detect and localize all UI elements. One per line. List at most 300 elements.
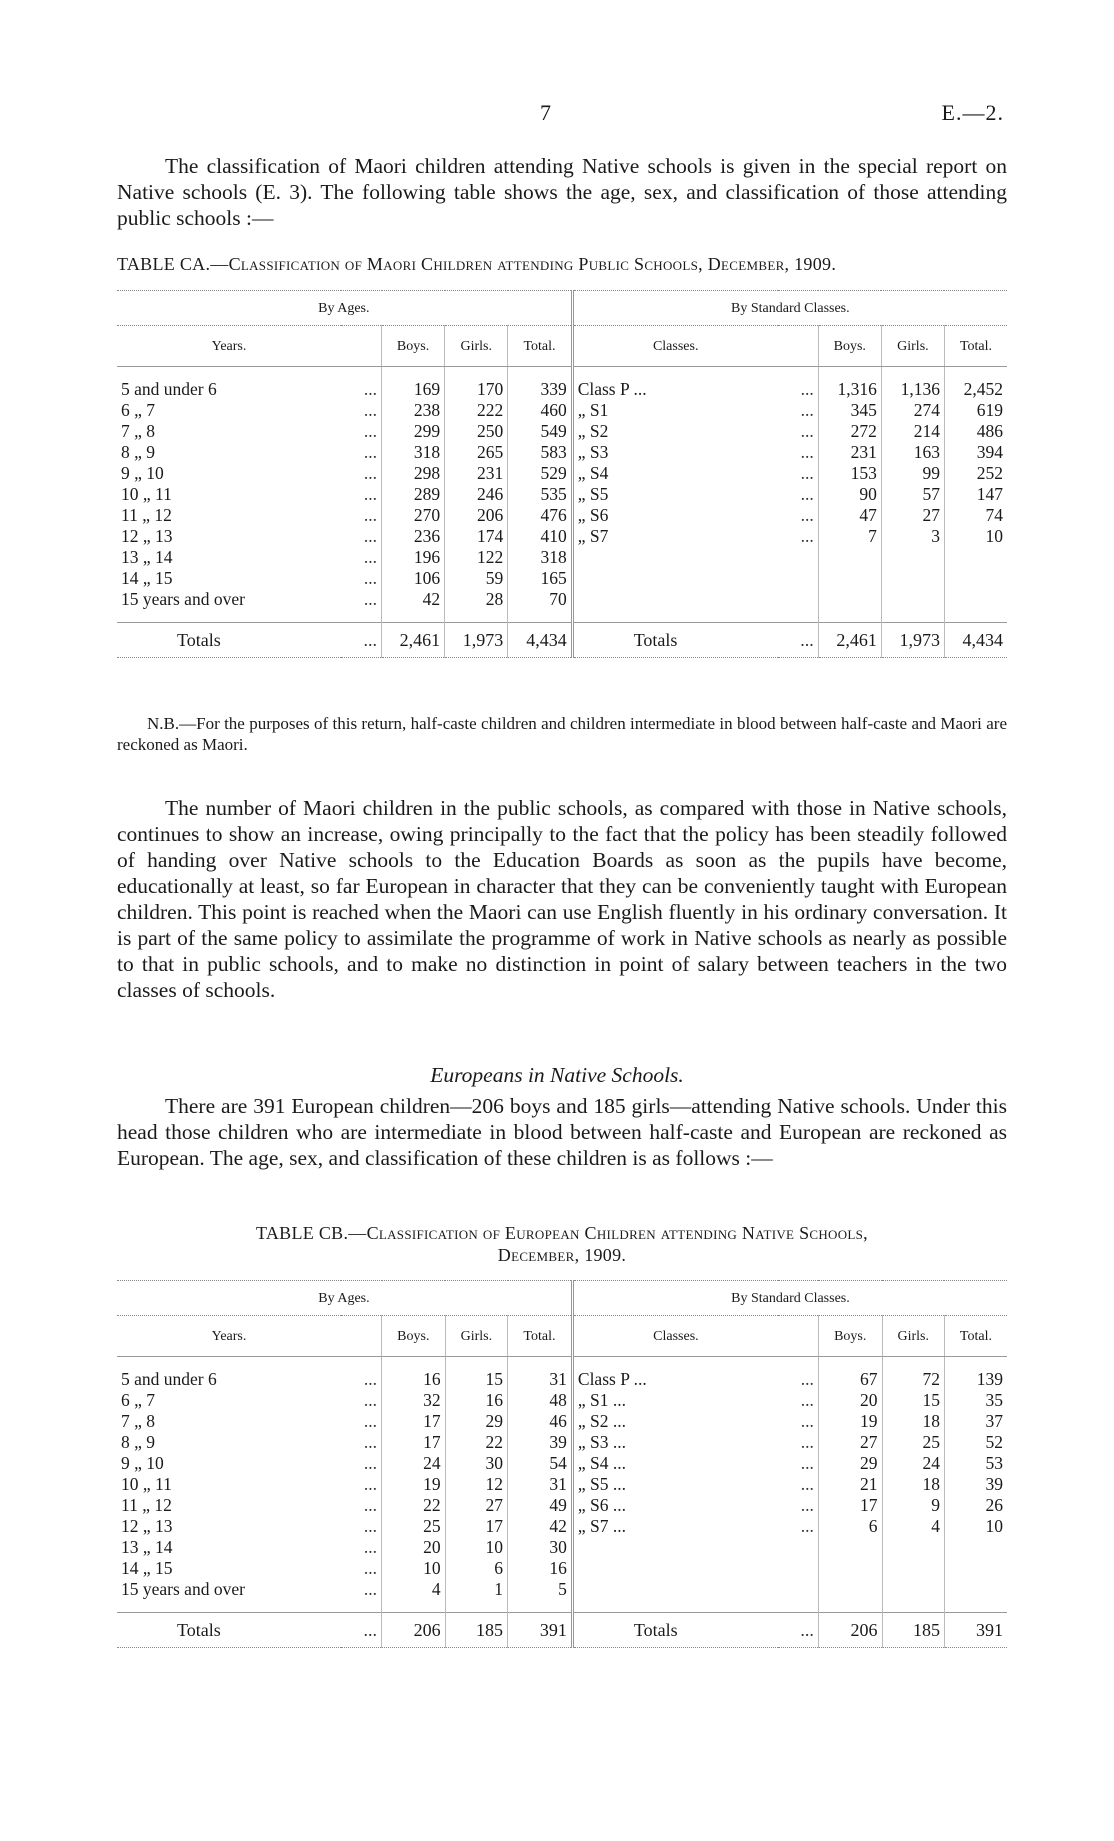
age-total: 529 xyxy=(508,463,572,484)
second-paragraph: The number of Maori children in the public schools, as compared with those in Native schools, continues to show an increase, owing principally to the fact that the policy has been steadily followed of handing over Native schools to the Education Boards as soon as the pupils have become, educationally at least, so far European in character that they can be conveniently taught with European children. This point is reached when the Maori can use English fluently in his ordinary conversation. It is part of the same policy to assimilate the programme of work in Native schools as nearly as possible to that in public schools, and to make no distinction in point of salary between teachers in the two classes of schools. xyxy=(117,796,1007,1002)
empty-cell xyxy=(944,1579,1007,1600)
class-girls: 274 xyxy=(881,400,944,421)
empty-cell xyxy=(818,589,881,610)
dots-spacer xyxy=(778,326,819,367)
spacer-cell xyxy=(818,367,881,380)
age-total: 460 xyxy=(508,400,572,421)
age-girls: 29 xyxy=(445,1411,507,1432)
class-girls: 18 xyxy=(882,1411,944,1432)
age-boys: 16 xyxy=(382,1369,446,1390)
class-total: 2,452 xyxy=(944,379,1007,400)
empty-cell xyxy=(944,1558,1007,1579)
age-boys: 32 xyxy=(382,1390,446,1411)
table-row xyxy=(117,1369,1007,1390)
totals-row xyxy=(117,1613,1007,1648)
leader-dots: ... xyxy=(363,1516,377,1536)
class-girls-header: Girls. xyxy=(881,326,944,367)
table-row xyxy=(117,1453,1007,1474)
class-name: „ S6 xyxy=(572,505,778,526)
spacer-cell xyxy=(445,1600,507,1613)
empty-cell xyxy=(778,568,819,589)
spacer-cell xyxy=(382,1600,446,1613)
age-girls: 22 xyxy=(445,1432,507,1453)
table-a xyxy=(117,290,1007,658)
spacer-cell xyxy=(881,367,944,380)
dots-spacer xyxy=(778,1316,819,1357)
age-boys: 25 xyxy=(382,1516,446,1537)
leader-dots: ... xyxy=(363,547,377,567)
age-boys: 17 xyxy=(382,1411,446,1432)
age-years: 15 years and over xyxy=(121,1579,245,1599)
spacer-cell xyxy=(818,1600,882,1613)
leader-dots: ... xyxy=(363,568,377,588)
class-name: „ S7 xyxy=(572,526,778,547)
leader-dots: ... xyxy=(363,589,377,609)
class-total: 394 xyxy=(944,442,1007,463)
table-row xyxy=(117,1411,1007,1432)
age-years: 9 „ 10 xyxy=(121,1453,164,1473)
spacer-cell xyxy=(382,367,445,380)
class-boys-header: Boys. xyxy=(818,326,881,367)
empty-cell xyxy=(944,568,1007,589)
class-name: Class P ... xyxy=(572,379,778,400)
age-years: 7 „ 8 xyxy=(121,1411,156,1431)
age-girls: 28 xyxy=(445,589,508,610)
table-b-caption-title-line2: December, 1909. xyxy=(497,1245,627,1265)
class-boys: 19 xyxy=(818,1411,882,1432)
spacer-cell xyxy=(778,367,819,380)
leader-dots: ... xyxy=(800,505,814,525)
empty-cell xyxy=(778,589,819,610)
class-totals-girls: 1,973 xyxy=(881,623,944,658)
empty-cell xyxy=(572,1579,778,1600)
class-name: „ S3 xyxy=(572,442,778,463)
table-b-caption-prefix: TABLE CB.— xyxy=(256,1223,367,1243)
spacer-cell xyxy=(944,367,1007,380)
leader-dots: ... xyxy=(778,1613,819,1648)
class-boys: 67 xyxy=(818,1369,882,1390)
age-total: 39 xyxy=(508,1432,573,1453)
spacer-cell xyxy=(778,1600,819,1613)
page-number: 7 xyxy=(540,100,551,125)
empty-cell xyxy=(572,568,778,589)
table-row xyxy=(117,1390,1007,1411)
class-boys: 153 xyxy=(818,463,881,484)
age-years: 8 „ 9 xyxy=(121,1432,156,1452)
intro-paragraph: The classification of Maori children attending Native schools is given in the special report on Native schools (E. 3). The following table shows the age, sex, and classification of those attending public schools :— xyxy=(117,154,1007,230)
spacer-cell xyxy=(944,610,1007,623)
age-years: 7 „ 8 xyxy=(121,421,156,441)
table-b-caption-title-line1: Classification of European Children attending Native Schools, xyxy=(366,1223,868,1243)
table-row xyxy=(117,1432,1007,1453)
age-totals-label: Totals xyxy=(117,623,341,658)
class-name: „ S2 ... xyxy=(572,1411,778,1432)
spacer-cell xyxy=(341,610,382,623)
class-boys: 345 xyxy=(818,400,881,421)
spacer-cell xyxy=(572,1600,778,1613)
class-totals-boys: 206 xyxy=(818,1613,882,1648)
age-boys: 20 xyxy=(382,1537,446,1558)
age-totals-total: 4,434 xyxy=(508,623,572,658)
table-row xyxy=(117,379,1007,400)
age-girls: 15 xyxy=(445,1369,507,1390)
class-boys: 27 xyxy=(818,1432,882,1453)
class-totals-label: Totals xyxy=(572,1613,778,1648)
age-years: 6 „ 7 xyxy=(121,400,156,420)
class-name: „ S3 ... xyxy=(572,1432,778,1453)
age-girls: 17 xyxy=(445,1516,507,1537)
leader-dots: ... xyxy=(800,1432,814,1452)
age-boys: 4 xyxy=(382,1579,446,1600)
age-total: 165 xyxy=(508,568,572,589)
spacer-cell xyxy=(778,610,819,623)
table-row xyxy=(117,1516,1007,1537)
class-total: 486 xyxy=(944,421,1007,442)
class-boys-header: Boys. xyxy=(818,1316,882,1357)
class-name: „ S4 ... xyxy=(572,1453,778,1474)
class-total: 52 xyxy=(944,1432,1007,1453)
leader-dots: ... xyxy=(800,379,814,399)
boys-header: Boys. xyxy=(382,1316,446,1357)
spacer-cell xyxy=(882,1600,944,1613)
age-boys: 318 xyxy=(382,442,445,463)
age-girls: 12 xyxy=(445,1474,507,1495)
by-standard-label: By Standard Classes. xyxy=(572,1281,1007,1316)
age-girls: 27 xyxy=(445,1495,507,1516)
class-girls: 57 xyxy=(881,484,944,505)
class-total: 53 xyxy=(944,1453,1007,1474)
class-totals-total: 4,434 xyxy=(944,623,1007,658)
age-girls: 222 xyxy=(445,400,508,421)
table-row xyxy=(117,1537,1007,1558)
by-ages-label: By Ages. xyxy=(117,291,572,326)
empty-cell xyxy=(818,1537,882,1558)
age-totals-boys: 2,461 xyxy=(382,623,445,658)
age-total: 318 xyxy=(508,547,572,568)
age-girls: 6 xyxy=(445,1558,507,1579)
spacer-cell xyxy=(382,610,445,623)
section-heading: Europeans in Native Schools. xyxy=(430,1063,684,1087)
girls-header: Girls. xyxy=(445,1316,507,1357)
age-total: 339 xyxy=(508,379,572,400)
table-row xyxy=(117,463,1007,484)
empty-cell xyxy=(944,589,1007,610)
leader-dots: ... xyxy=(363,1369,377,1389)
age-total: 46 xyxy=(508,1411,573,1432)
spacer-cell xyxy=(778,1357,819,1370)
empty-cell xyxy=(882,1537,944,1558)
class-boys: 231 xyxy=(818,442,881,463)
leader-dots: ... xyxy=(363,1537,377,1557)
age-boys: 196 xyxy=(382,547,445,568)
spacer-row xyxy=(117,610,1007,623)
empty-cell xyxy=(572,547,778,568)
class-name: „ S2 xyxy=(572,421,778,442)
spacer-cell xyxy=(944,1357,1007,1370)
empty-cell xyxy=(572,589,778,610)
class-total: 10 xyxy=(944,526,1007,547)
class-girls: 214 xyxy=(881,421,944,442)
column-header-row xyxy=(117,1316,1007,1357)
class-totals-total: 391 xyxy=(944,1613,1007,1648)
age-years: 5 and under 6 xyxy=(121,379,217,399)
table-row xyxy=(117,421,1007,442)
table-row xyxy=(117,1579,1007,1600)
table-a-caption xyxy=(117,254,1007,275)
class-total-header: Total. xyxy=(944,1316,1007,1357)
class-name: „ S7 ... xyxy=(572,1516,778,1537)
age-years: 14 „ 15 xyxy=(121,568,173,588)
age-boys: 24 xyxy=(382,1453,446,1474)
leader-dots: ... xyxy=(363,1432,377,1452)
leader-dots: ... xyxy=(800,1516,814,1536)
age-boys: 10 xyxy=(382,1558,446,1579)
class-totals-girls: 185 xyxy=(882,1613,944,1648)
class-name: „ S6 ... xyxy=(572,1495,778,1516)
boys-header: Boys. xyxy=(382,326,445,367)
age-girls: 30 xyxy=(445,1453,507,1474)
totals-row xyxy=(117,623,1007,658)
spacer-cell xyxy=(818,1357,882,1370)
class-girls: 15 xyxy=(882,1390,944,1411)
group-header-row xyxy=(117,1281,1007,1316)
spacer-cell xyxy=(818,610,881,623)
class-girls: 9 xyxy=(882,1495,944,1516)
total-header: Total. xyxy=(508,326,572,367)
age-totals-label: Totals xyxy=(117,1613,341,1648)
note: N.B.—For the purposes of this return, half-caste children and children intermediate in blood between half-caste and Maori are reckoned as Maori. xyxy=(117,714,1007,754)
empty-cell xyxy=(778,1558,819,1579)
classes-header: Classes. xyxy=(572,326,778,367)
table-b-caption xyxy=(117,1222,1007,1266)
class-girls: 3 xyxy=(881,526,944,547)
table-row xyxy=(117,568,1007,589)
table-row xyxy=(117,1558,1007,1579)
class-name: „ S5 ... xyxy=(572,1474,778,1495)
age-boys: 17 xyxy=(382,1432,446,1453)
leader-dots: ... xyxy=(363,379,377,399)
table-row xyxy=(117,1474,1007,1495)
spacer-cell xyxy=(508,1357,573,1370)
age-boys: 238 xyxy=(382,400,445,421)
spacer-cell xyxy=(508,610,572,623)
spacer-cell xyxy=(341,1600,382,1613)
class-boys: 90 xyxy=(818,484,881,505)
girls-header: Girls. xyxy=(445,326,508,367)
age-girls: 246 xyxy=(445,484,508,505)
leader-dots: ... xyxy=(363,1390,377,1410)
age-total: 476 xyxy=(508,505,572,526)
class-name: „ S1 ... xyxy=(572,1390,778,1411)
age-total: 42 xyxy=(508,1516,573,1537)
age-years: 10 „ 11 xyxy=(121,484,172,504)
leader-dots: ... xyxy=(363,442,377,462)
table-b xyxy=(117,1280,1007,1648)
age-girls: 170 xyxy=(445,379,508,400)
spacer-cell xyxy=(445,1357,507,1370)
dots-spacer xyxy=(341,326,382,367)
leader-dots: ... xyxy=(363,1579,377,1599)
class-total: 619 xyxy=(944,400,1007,421)
group-header-row xyxy=(117,291,1007,326)
spacer-cell xyxy=(341,367,382,380)
age-total: 583 xyxy=(508,442,572,463)
spacer-cell xyxy=(445,610,508,623)
age-girls: 1 xyxy=(445,1579,507,1600)
age-totals-girls: 185 xyxy=(445,1613,507,1648)
class-girls: 99 xyxy=(881,463,944,484)
table-row xyxy=(117,400,1007,421)
class-girls: 25 xyxy=(882,1432,944,1453)
table-row xyxy=(117,505,1007,526)
class-girls-header: Girls. xyxy=(882,1316,944,1357)
class-total: 139 xyxy=(944,1369,1007,1390)
class-boys: 7 xyxy=(818,526,881,547)
class-boys: 29 xyxy=(818,1453,882,1474)
spacer-cell xyxy=(882,1357,944,1370)
leader-dots: ... xyxy=(363,526,377,546)
table-row xyxy=(117,589,1007,610)
class-boys: 20 xyxy=(818,1390,882,1411)
leader-dots: ... xyxy=(363,1411,377,1431)
age-boys: 22 xyxy=(382,1495,446,1516)
spacer-cell xyxy=(508,367,572,380)
class-total: 37 xyxy=(944,1411,1007,1432)
spacer-cell xyxy=(117,367,341,380)
age-total: 5 xyxy=(508,1579,573,1600)
leader-dots: ... xyxy=(800,1453,814,1473)
class-total: 39 xyxy=(944,1474,1007,1495)
age-girls: 250 xyxy=(445,421,508,442)
leader-dots: ... xyxy=(800,484,814,504)
age-boys: 106 xyxy=(382,568,445,589)
age-years: 15 years and over xyxy=(121,589,245,609)
class-total: 35 xyxy=(944,1390,1007,1411)
age-girls: 265 xyxy=(445,442,508,463)
years-header: Years. xyxy=(117,1316,341,1357)
class-total: 252 xyxy=(944,463,1007,484)
age-years: 13 „ 14 xyxy=(121,547,173,567)
leader-dots: ... xyxy=(800,526,814,546)
class-name: „ S4 xyxy=(572,463,778,484)
age-years: 11 „ 12 xyxy=(121,1495,172,1515)
empty-cell xyxy=(818,1579,882,1600)
document-reference: E.—2. xyxy=(941,100,1004,125)
spacer-cell xyxy=(117,1600,341,1613)
age-girls: 206 xyxy=(445,505,508,526)
by-standard-label: By Standard Classes. xyxy=(572,291,1007,326)
class-boys: 1,316 xyxy=(818,379,881,400)
age-total: 31 xyxy=(508,1369,573,1390)
age-years: 12 „ 13 xyxy=(121,1516,173,1536)
class-name: „ S5 xyxy=(572,484,778,505)
table-a-caption-title: Classification of Maori Children attending Public Schools, December, 1909. xyxy=(228,254,837,274)
age-total: 54 xyxy=(508,1453,573,1474)
age-total: 70 xyxy=(508,589,572,610)
age-total: 49 xyxy=(508,1495,573,1516)
spacer-cell xyxy=(881,610,944,623)
class-girls: 163 xyxy=(881,442,944,463)
class-boys: 17 xyxy=(818,1495,882,1516)
leader-dots: ... xyxy=(363,1474,377,1494)
leader-dots: ... xyxy=(363,463,377,483)
column-header-row xyxy=(117,326,1007,367)
leader-dots: ... xyxy=(363,421,377,441)
empty-cell xyxy=(881,568,944,589)
age-years: 13 „ 14 xyxy=(121,1537,173,1557)
age-girls: 174 xyxy=(445,526,508,547)
leader-dots: ... xyxy=(800,463,814,483)
spacer-row xyxy=(117,367,1007,380)
age-total: 535 xyxy=(508,484,572,505)
empty-cell xyxy=(881,547,944,568)
age-total: 48 xyxy=(508,1390,573,1411)
empty-cell xyxy=(778,1537,819,1558)
class-boys: 21 xyxy=(818,1474,882,1495)
empty-cell xyxy=(778,1579,819,1600)
spacer-cell xyxy=(572,610,778,623)
age-years: 10 „ 11 xyxy=(121,1474,172,1494)
third-paragraph: There are 391 European children—206 boys and 185 girls—attending Native schools. Under this head those children who are intermediate in blood between half-caste and European are reckoned as European. The age, sex, and classification of these children is as follows :— xyxy=(117,1094,1007,1170)
class-total: 10 xyxy=(944,1516,1007,1537)
class-total: 147 xyxy=(944,484,1007,505)
leader-dots: ... xyxy=(800,421,814,441)
class-girls: 1,136 xyxy=(881,379,944,400)
class-girls: 18 xyxy=(882,1474,944,1495)
age-total: 410 xyxy=(508,526,572,547)
age-total: 30 xyxy=(508,1537,573,1558)
spacer-cell xyxy=(944,1600,1007,1613)
leader-dots: ... xyxy=(800,1411,814,1431)
empty-cell xyxy=(818,547,881,568)
age-years: 12 „ 13 xyxy=(121,526,173,546)
age-total: 31 xyxy=(508,1474,573,1495)
class-girls: 24 xyxy=(882,1453,944,1474)
leader-dots: ... xyxy=(800,1474,814,1494)
leader-dots: ... xyxy=(800,1369,814,1389)
leader-dots: ... xyxy=(363,484,377,504)
table-a-caption-prefix: TABLE CA.— xyxy=(117,254,229,274)
table-row xyxy=(117,442,1007,463)
age-totals-girls: 1,973 xyxy=(445,623,508,658)
class-boys: 6 xyxy=(818,1516,882,1537)
spacer-cell xyxy=(341,1357,382,1370)
class-totals-label: Totals xyxy=(572,623,778,658)
age-girls: 122 xyxy=(445,547,508,568)
age-years: 6 „ 7 xyxy=(121,1390,156,1410)
age-girls: 231 xyxy=(445,463,508,484)
leader-dots: ... xyxy=(363,505,377,525)
classes-header: Classes. xyxy=(572,1316,778,1357)
age-boys: 298 xyxy=(382,463,445,484)
leader-dots: ... xyxy=(778,623,819,658)
leader-dots: ... xyxy=(341,623,382,658)
spacer-row xyxy=(117,1357,1007,1370)
empty-cell xyxy=(778,547,819,568)
class-girls: 4 xyxy=(882,1516,944,1537)
age-years: 5 and under 6 xyxy=(121,1369,217,1389)
leader-dots: ... xyxy=(800,1390,814,1410)
leader-dots: ... xyxy=(363,1495,377,1515)
spacer-cell xyxy=(508,1600,573,1613)
leader-dots: ... xyxy=(363,400,377,420)
empty-cell xyxy=(882,1558,944,1579)
age-boys: 270 xyxy=(382,505,445,526)
age-boys: 289 xyxy=(382,484,445,505)
class-totals-boys: 2,461 xyxy=(818,623,881,658)
spacer-cell xyxy=(117,1357,341,1370)
total-header: Total. xyxy=(508,1316,573,1357)
